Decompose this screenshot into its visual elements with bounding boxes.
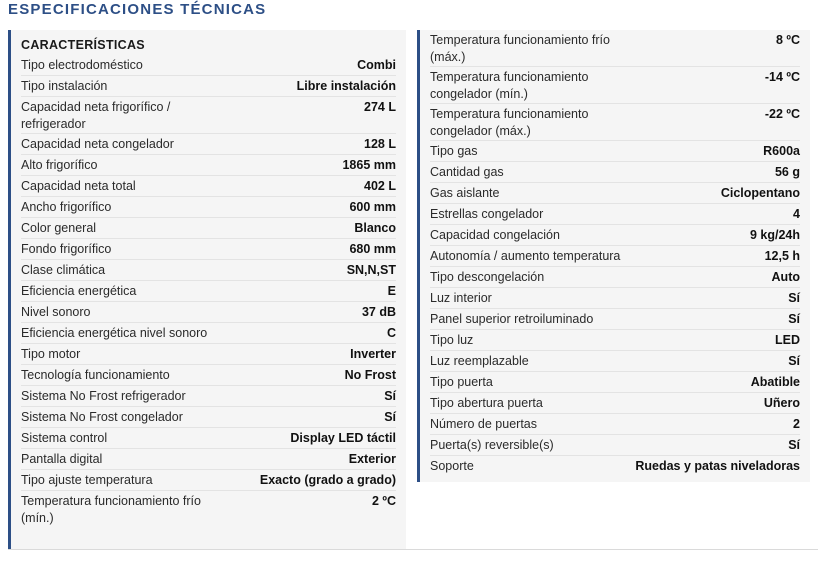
spec-value: Uñero [763, 396, 800, 410]
spec-row [21, 76, 396, 97]
spec-row [430, 372, 800, 393]
spec-label: Tipo gas [430, 144, 478, 158]
spec-value: 4 [793, 207, 800, 221]
spec-value: Display LED táctil [290, 431, 396, 445]
spec-label: Pantalla digital [21, 452, 103, 466]
spec-label: Número de puertas [430, 417, 538, 431]
spec-label: Tipo motor [21, 347, 81, 361]
spec-value: 128 L [364, 137, 396, 151]
spec-label: Temperatura funcionamiento frío (mín.) [21, 494, 201, 525]
spec-label: Tecnología funcionamiento [21, 368, 170, 382]
spec-value: 600 mm [349, 200, 396, 214]
spec-value: 680 mm [349, 242, 396, 256]
spec-value: Blanco [354, 221, 396, 235]
specs-panel-right [417, 30, 810, 482]
spec-row [430, 267, 800, 288]
spec-value: No Frost [344, 368, 396, 382]
spec-label: Autonomía / aumento temperatura [430, 249, 621, 263]
spec-label: Cantidad gas [430, 165, 504, 179]
spec-row [430, 162, 800, 183]
spec-label: Nivel sonoro [21, 305, 91, 319]
spec-label: Tipo instalación [21, 79, 108, 93]
spec-label: Capacidad neta frigorífico / refrigerador [21, 100, 171, 131]
spec-label: Gas aislante [430, 186, 500, 200]
spec-label: Estrellas congelador [430, 207, 544, 221]
spec-label: Tipo abertura puerta [430, 396, 543, 410]
spec-value: 8 ºC [775, 33, 800, 47]
spec-value: Exacto (grado a grado) [259, 473, 396, 487]
spec-row [430, 393, 800, 414]
spec-value: Abatible [750, 375, 800, 389]
spec-row [430, 104, 800, 141]
spec-value: 12,5 h [764, 249, 800, 263]
spec-row [21, 55, 396, 76]
spec-row [430, 435, 800, 456]
spec-row [21, 176, 396, 197]
spec-label: Color general [21, 221, 97, 235]
spec-label: Temperatura funcionamiento congelador (mín.) [430, 70, 589, 101]
spec-value: Sí [384, 389, 396, 403]
spec-value: C [386, 326, 396, 340]
spec-row [430, 246, 800, 267]
spec-row [430, 30, 800, 67]
spec-label: Panel superior retroiluminado [430, 312, 594, 326]
spec-value: Ruedas y patas niveladoras [635, 459, 800, 473]
spec-label: Temperatura funcionamiento congelador (máx.) [430, 107, 589, 138]
specs-panel-left [8, 30, 406, 550]
spec-value: Sí [788, 291, 800, 305]
spec-row [21, 97, 396, 134]
spec-value: Exterior [348, 452, 396, 466]
spec-value: Combi [357, 58, 396, 72]
spec-value: 402 L [364, 179, 396, 193]
spec-value: LED [775, 333, 800, 347]
spec-value: -22 ºC [764, 107, 800, 121]
spec-row [430, 330, 800, 351]
spec-row [21, 428, 396, 449]
spec-value: -14 ºC [764, 70, 800, 84]
spec-row [21, 302, 396, 323]
spec-label: Luz reemplazable [430, 354, 529, 368]
spec-label: Sistema No Frost refrigerador [21, 389, 186, 403]
spec-value: 2 [793, 417, 800, 431]
spec-row [21, 470, 396, 491]
spec-value: 1865 mm [342, 158, 396, 172]
spec-row [21, 323, 396, 344]
spec-row [21, 386, 396, 407]
section-heading: CARACTERÍSTICAS [21, 38, 145, 52]
spec-row [21, 281, 396, 302]
spec-label: Tipo ajuste temperatura [21, 473, 153, 487]
spec-value: Sí [788, 438, 800, 452]
spec-row [21, 260, 396, 281]
spec-value: Sí [384, 410, 396, 424]
spec-row [430, 309, 800, 330]
spec-label: Capacidad congelación [430, 228, 560, 242]
spec-value: Sí [788, 354, 800, 368]
spec-label: Tipo electrodoméstico [21, 58, 143, 72]
spec-row [430, 67, 800, 104]
spec-value: SN,N,ST [346, 263, 396, 277]
spec-label: Tipo luz [430, 333, 474, 347]
spec-label: Sistema control [21, 431, 108, 445]
spec-row [430, 204, 800, 225]
spec-row [21, 134, 396, 155]
spec-row [430, 351, 800, 372]
spec-row [21, 218, 396, 239]
spec-row [21, 407, 396, 428]
spec-label: Capacidad neta congelador [21, 137, 174, 151]
spec-label: Alto frigorífico [21, 158, 98, 172]
spec-value: Libre instalación [296, 79, 396, 93]
spec-label: Luz interior [430, 291, 492, 305]
spec-label: Soporte [430, 459, 474, 473]
spec-list-right [420, 30, 810, 477]
spec-row [430, 225, 800, 246]
spec-row [21, 449, 396, 470]
spec-row [21, 155, 396, 176]
spec-label: Clase climática [21, 263, 106, 277]
spec-row [21, 344, 396, 365]
spec-value: 2 ºC [371, 494, 396, 508]
spec-value: 9 kg/24h [749, 228, 800, 242]
spec-label: Capacidad neta total [21, 179, 136, 193]
spec-value: Sí [788, 312, 800, 326]
spec-label: Eficiencia energética nivel sonoro [21, 326, 208, 340]
spec-value: Auto [771, 270, 800, 284]
spec-value: 37 dB [361, 305, 396, 319]
spec-label: Puerta(s) reversible(s) [430, 438, 554, 452]
spec-label: Eficiencia energética [21, 284, 137, 298]
spec-label: Temperatura funcionamiento frío (máx.) [430, 33, 610, 64]
spec-list-left [11, 55, 406, 528]
spec-label: Sistema No Frost congelador [21, 410, 183, 424]
spec-label: Fondo frigorífico [21, 242, 112, 256]
spec-row [430, 288, 800, 309]
page-title: ESPECIFICACIONES TÉCNICAS [8, 1, 267, 18]
spec-row [430, 183, 800, 204]
spec-value: 274 L [364, 100, 396, 114]
spec-row [430, 414, 800, 435]
spec-row [21, 365, 396, 386]
spec-label: Tipo descongelación [430, 270, 545, 284]
spec-value: 56 g [774, 165, 800, 179]
spec-row [21, 491, 396, 528]
spec-value: Ciclopentano [720, 186, 800, 200]
spec-row [430, 141, 800, 162]
spec-row [430, 456, 800, 477]
spec-row [21, 239, 396, 260]
spec-label: Ancho frigorífico [21, 200, 112, 214]
spec-value: Inverter [350, 347, 396, 361]
spec-row [21, 197, 396, 218]
bottom-divider [8, 549, 818, 550]
spec-value: R600a [763, 144, 800, 158]
spec-label: Tipo puerta [430, 375, 493, 389]
spec-value: E [387, 284, 396, 298]
